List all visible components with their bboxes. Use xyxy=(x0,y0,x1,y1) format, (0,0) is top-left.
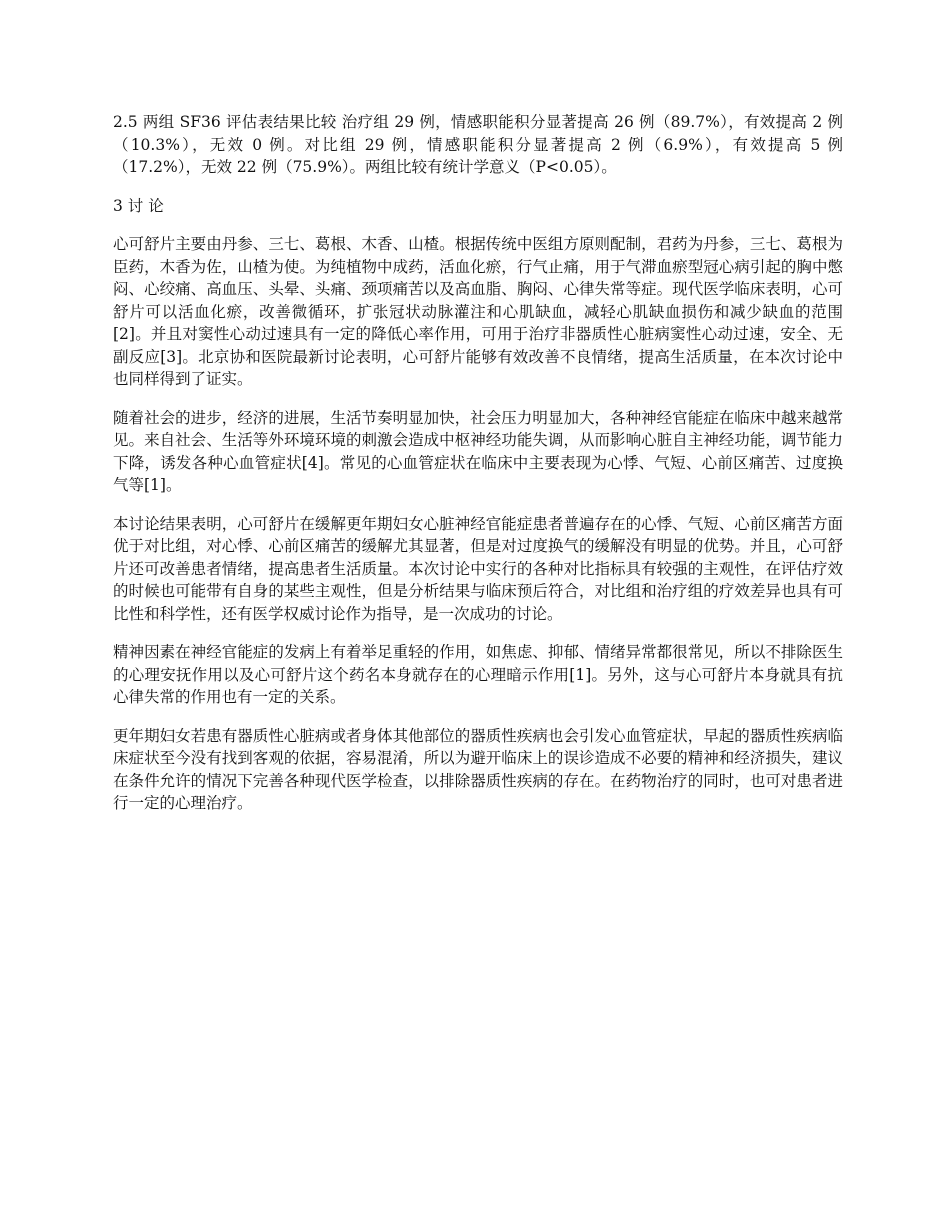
section-2-5-paragraph: 2.5 两组 SF36 评估表结果比较 治疗组 29 例，情感职能积分显著提高 26 例（89.7%），有效提高 2 例（10.3%），无效 0 例。对比组 29 例，情感职能积分显著提高 2 例（6.9%），有效提高 5 例（17.2%），无效 22 例（75.9%）。两组比较有统计学意义（P<0.05）。 xyxy=(113,113,843,176)
discussion-paragraph-2: 随着社会的进步，经济的进展，生活节奏明显加快，社会压力明显加大，各种神经官能症在临床中越来越常见。来自社会、生活等外环境环境的刺激会造成中枢神经功能失调，从而影响心脏自主神经功能，调节能力下降，诱发各种心血管症状[4]。常见的心血管症状在临床中主要表现为心悸、气短、心前区痛苦、过度换气等[1]。 xyxy=(113,408,843,494)
document-body xyxy=(113,111,843,831)
section-3-heading: 3 讨 论 xyxy=(113,196,164,215)
discussion-paragraph-4: 精神因素在神经官能症的发病上有着举足重轻的作用，如焦虑、抑郁、情绪异常都很常见，所以不排除医生的心理安抚作用以及心可舒片这个药名本身就存在的心理暗示作用[1]。另外，这与心可舒片本身就具有抗心律失常的作用也有一定的关系。 xyxy=(113,643,843,706)
discussion-paragraph-1: 心可舒片主要由丹参、三七、葛根、木香、山楂。根据传统中医组方原则配制，君药为丹参，三七、葛根为臣药，木香为佐，山楂为使。为纯植物中成药，活血化瘀，行气止痛，用于气滞血瘀型冠心病引起的胸中憋闷、心绞痛、高血压、头晕、头痛、颈项痛苦以及高血脂、胸闷、心律失常等症。现代医学临床表明，心可舒片可以活血化瘀，改善微循环，扩张冠状动脉灌注和心肌缺血，减轻心肌缺血损伤和减少缺血的范围[2]。并且对窦性心动过速具有一定的降低心率作用，可用于治疗非器质性心脏病窦性心动过速，安全、无副反应[3]。北京协和医院最新讨论表明，心可舒片能够有效改善不良情绪，提高生活质量，在本次讨论中也同样得到了证实。 xyxy=(113,235,843,388)
discussion-paragraph-5: 更年期妇女若患有器质性心脏病或者身体其他部位的器质性疾病也会引发心血管症状，早起的器质性疾病临床症状至今没有找到客观的依据，容易混淆，所以为避开临床上的误诊造成不必要的精神和经济损失，建议在条件允许的情况下完善各种现代医学检查，以排除器质性疾病的存在。在药物治疗的同时，也可对患者进行一定的心理治疗。 xyxy=(113,726,843,812)
discussion-paragraph-3: 本讨论结果表明，心可舒片在缓解更年期妇女心脏神经官能症患者普遍存在的心悸、气短、心前区痛苦方面优于对比组，对心悸、心前区痛苦的缓解尤其显著，但是对过度换气的缓解没有明显的优势。并且，心可舒片还可改善患者情绪，提高患者生活质量。本次讨论中实行的各种对比指标具有较强的主观性，在评估疗效的时候也可能带有自身的某些主观性，但是分析结果与临床预后符合，对比组和治疗组的疗效差异也具有可比性和科学性，还有医学权威讨论作为指导，是一次成功的讨论。 xyxy=(113,514,843,623)
